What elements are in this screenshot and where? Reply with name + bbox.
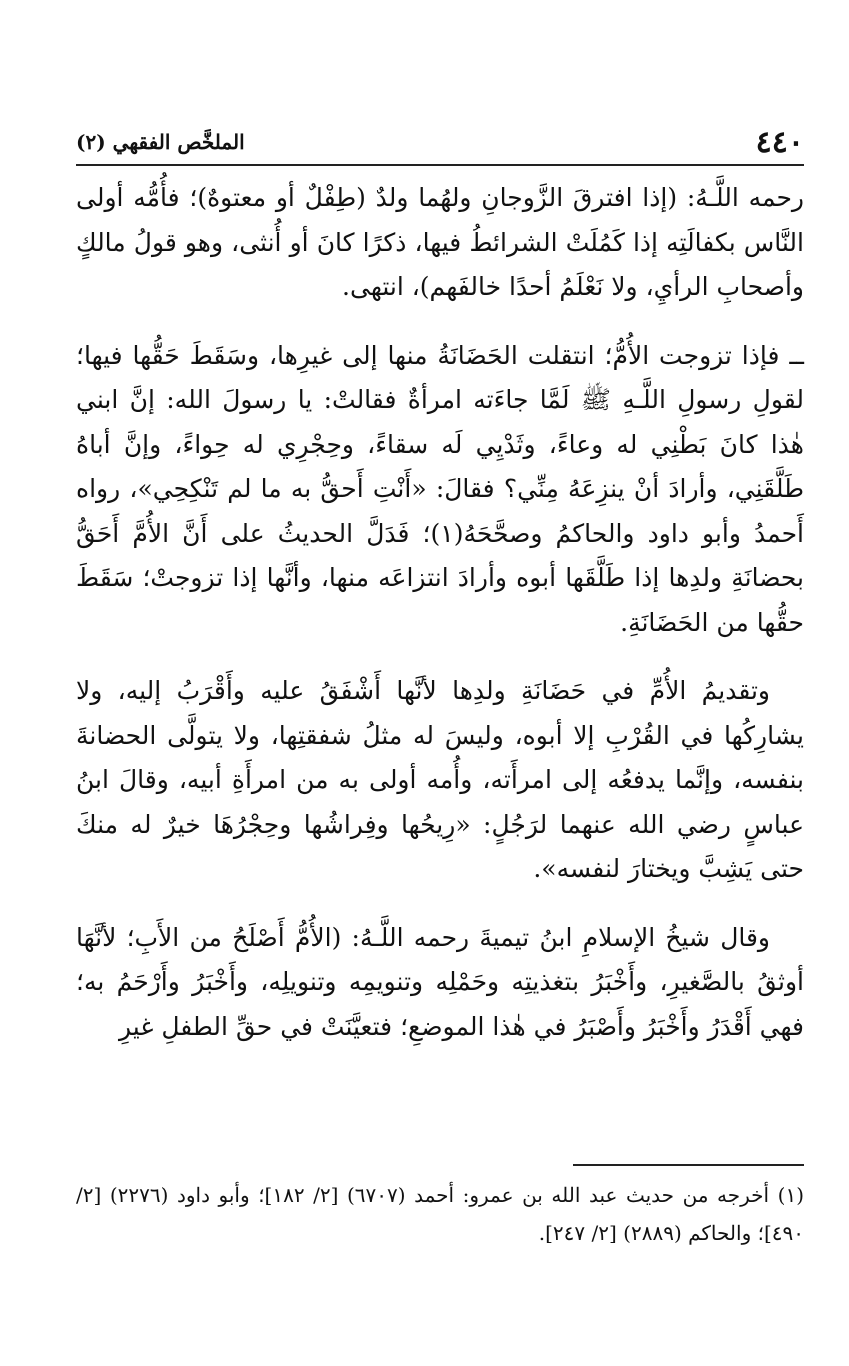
footnotes: [76, 1176, 804, 1252]
page-header: [76, 122, 804, 162]
footnote-1: (١) أخرجه من حديث عبد الله بن عمرو: أحمد (٦٧٠٧) [٢/ ١٨٢]؛ وأبو داود (٢٢٧٦) [٢/ ٤٩٠]؛ والحاكم (٢٨٨٩) [٢/ ٢٤٧].: [76, 1183, 804, 1245]
paragraph-remarriage: ــ فإذا تزوجت الأُمُّ؛ انتقلت الحَضَانَةُ منها إلى غيرِها، وسَقَطَ حَقُّها فيها؛ لقولِ رسولِ اللَّـهِ ﷺ لَمَّا جاءَته امرأةٌ فقالتْ: يا رسولَ الله: إنَّ ابني هٰذا كانَ بَطْنِي له وعاءً، وثَدْيِي لَه سقاءً، وحِجْرِي له حِواءً، وإنَّ أباهُ طَلَّقَنِي، وأرادَ أنْ ينزِعَهُ مِنِّي؟ فقالَ: «أَنْتِ أَحقُّ به ما لم تَنْكِحِي»، رواه أَحمدُ وأبو داود والحاكمُ وصحَّحَهُ(١)؛ فَدَلَّ الحديثُ على أَنَّ الأُمَّ أَحَقُّ بحضانَةِ ولدِها إذا طَلَّقَها أبوه وأرادَ انتزاعَه منها، وأنَّها إذا تزوجتْ؛ سَقَطَ حقُّها من الحَضَانَةِ.: [76, 340, 804, 637]
page-number: ٤٤٠: [755, 124, 804, 160]
paragraph-mother-precedence: وتقديمُ الأُمِّ في حَضَانَةِ ولدِها لأنَّها أَشْفَقُ عليه وأَقْرَبُ إليه، ولا يشارِكُها في القُرْبِ إلا أبوه، وليسَ له مثلُ شفقتِها، ولا يتولَّى الحضانةَ بنفسه، وإنَّما يدفعُه إلى امرأَته، وأُمه أولى به من امرأَةِ أبيه، وقالَ ابنُ عباسٍ رضي الله عنهما لرَجُلٍ: «رِيحُها وفِراشُها وحِجْرُهَا خيرٌ له منكَ حتى يَشِبَّ ويختارَ لنفسه».: [76, 676, 804, 883]
main-text: [76, 176, 804, 1049]
header-divider: [76, 164, 804, 166]
running-title: الملخَّص الفقهي (٢): [76, 130, 245, 154]
footnote-divider: [573, 1164, 804, 1166]
paragraph-ibn-taymiyyah: وقال شيخُ الإسلامِ ابنُ تيميةَ رحمه اللَّـهُ: (الأُمُّ أَصْلَحُ من الأَبِ؛ لأنَّهَا أوثقُ بالصَّغيرِ، وأَخْبَرُ بتغذيتِه وحَمْلِه وتنويمِه وتنويلِه، وأَخْبَرُ وأَرْحَمُ به؛ فهي أَقْدَرُ وأَخْبَرُ وأَصْبَرُ في هٰذا الموضعِ؛ فتعيَّنَتْ في حقِّ الطفلِ غيرِ: [76, 922, 804, 1041]
paragraph-continuation: رحمه اللَّـهُ: (إذا افترقَ الزَّوجانِ ولهُما ولدٌ (طِفْلٌ أو معتوهٌ)؛ فأُمُّه أولى النَّاس بكفالَتِه إذا كَمُلَتْ الشرائطُ فيها، ذكرًا كانَ أو أُنثى، وهو قولُ مالكٍ وأصحابِ الرأيِ، ولا نَعْلَمُ أحدًا خالفَهم)، انتهى.: [76, 183, 804, 301]
